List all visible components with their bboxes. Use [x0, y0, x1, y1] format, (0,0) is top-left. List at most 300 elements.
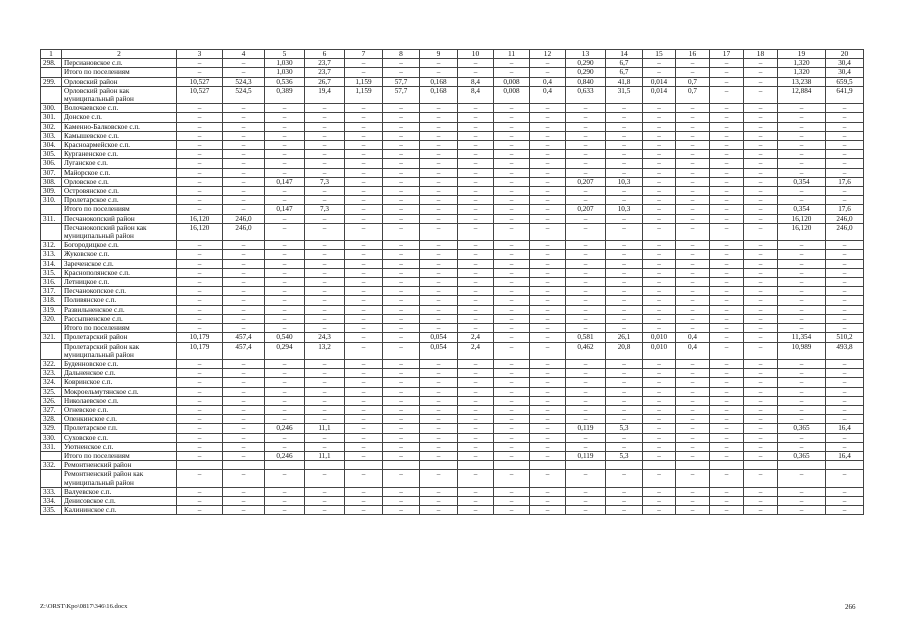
table-cell: 510,2	[826, 333, 864, 342]
table-cell: –	[383, 342, 420, 359]
table-cell: –	[345, 387, 383, 396]
table-cell: –	[223, 150, 265, 159]
table-cell: –	[420, 387, 458, 396]
table-cell: –	[383, 314, 420, 323]
table-cell: –	[744, 378, 778, 387]
table-cell: –	[710, 122, 744, 131]
table-cell: –	[826, 259, 864, 268]
table-cell: –	[643, 104, 676, 113]
table-row	[41, 433, 864, 442]
table-cell: –	[420, 369, 458, 378]
row-name: Камышевское с.п.	[62, 131, 177, 140]
table-cell: –	[778, 433, 826, 442]
table-cell: –	[265, 433, 305, 442]
table-cell: –	[566, 470, 606, 487]
table-cell: –	[420, 122, 458, 131]
table-cell: –	[744, 150, 778, 159]
row-name: Развильненское с.п.	[62, 305, 177, 314]
table-cell: –	[345, 296, 383, 305]
table-cell: 11,354	[778, 333, 826, 342]
table-cell: –	[305, 214, 345, 223]
table-cell: 0,4	[676, 333, 710, 342]
table-cell: –	[345, 378, 383, 387]
table-cell: –	[420, 259, 458, 268]
table-cell: –	[530, 369, 566, 378]
table-cell: –	[826, 287, 864, 296]
table-cell: –	[177, 470, 223, 487]
row-name: Поливянское с.п.	[62, 296, 177, 305]
table-cell: –	[383, 150, 420, 159]
table-cell: –	[710, 131, 744, 140]
table-cell: –	[744, 77, 778, 86]
table-cell: –	[420, 59, 458, 68]
table-cell: 0,147	[265, 205, 305, 214]
table-cell: –	[177, 59, 223, 68]
table-cell: –	[566, 168, 606, 177]
column-header: 9	[420, 50, 458, 59]
table-cell: –	[606, 433, 643, 442]
table-cell: –	[383, 496, 420, 505]
table-cell: –	[383, 305, 420, 314]
table-cell: –	[177, 378, 223, 387]
table-cell: 0,054	[420, 333, 458, 342]
table-cell: –	[710, 59, 744, 68]
table-cell: –	[606, 378, 643, 387]
table-cell: –	[710, 150, 744, 159]
table-cell: –	[643, 205, 676, 214]
table-cell: –	[345, 442, 383, 451]
table-row	[41, 250, 864, 259]
table-cell: –	[223, 259, 265, 268]
table-cell: –	[420, 68, 458, 77]
row-name: Летницкое с.п.	[62, 278, 177, 287]
table-row	[41, 324, 864, 333]
table-cell: 2,4	[458, 333, 494, 342]
table-cell: 7,3	[305, 177, 345, 186]
table-cell: –	[177, 268, 223, 277]
table-cell: –	[530, 287, 566, 296]
row-number: 324.	[41, 378, 62, 387]
row-name: Ремонтненский район	[62, 461, 177, 470]
table-cell: –	[420, 177, 458, 186]
row-number: 302.	[41, 122, 62, 131]
table-cell: 457,4	[223, 333, 265, 342]
table-cell: 26,7	[305, 77, 345, 86]
table-cell: –	[778, 287, 826, 296]
column-header: 12	[530, 50, 566, 59]
table-cell: –	[383, 433, 420, 442]
table-cell: –	[826, 305, 864, 314]
table-cell: –	[305, 250, 345, 259]
table-cell: –	[778, 470, 826, 487]
column-header: 8	[383, 50, 420, 59]
table-cell: 0,119	[566, 451, 606, 460]
table-cell: –	[606, 296, 643, 305]
row-name: Ремонтненский район как муниципальный район	[62, 470, 177, 487]
table-cell: –	[223, 378, 265, 387]
table-cell: –	[494, 278, 530, 287]
table-cell: –	[223, 305, 265, 314]
table-cell: –	[643, 168, 676, 177]
table-cell: –	[177, 287, 223, 296]
table-cell: 246,0	[223, 223, 265, 240]
table-cell: –	[566, 131, 606, 140]
table-cell: –	[383, 122, 420, 131]
table-cell: –	[643, 259, 676, 268]
table-cell: –	[710, 223, 744, 240]
table-cell: –	[676, 287, 710, 296]
table-cell: –	[305, 113, 345, 122]
table-cell: –	[345, 333, 383, 342]
table-cell: –	[710, 278, 744, 287]
table-cell: –	[710, 214, 744, 223]
table-cell: –	[778, 250, 826, 259]
table-cell: 524,3	[223, 77, 265, 86]
table-cell: –	[305, 506, 345, 515]
table-cell: –	[606, 287, 643, 296]
table-cell: –	[305, 122, 345, 131]
table-cell: –	[744, 278, 778, 287]
table-cell: –	[643, 113, 676, 122]
table-cell: –	[710, 387, 744, 396]
table-cell: –	[383, 506, 420, 515]
table-cell: –	[643, 177, 676, 186]
table-cell: –	[345, 342, 383, 359]
table-cell: –	[744, 205, 778, 214]
table-cell: 7,3	[305, 205, 345, 214]
table-cell: –	[383, 141, 420, 150]
table-row	[41, 396, 864, 405]
table-cell: 17,6	[826, 205, 864, 214]
table-cell: –	[778, 396, 826, 405]
table-cell: –	[744, 168, 778, 177]
table-cell: –	[223, 396, 265, 405]
table-cell: –	[643, 141, 676, 150]
row-name: Песчанокопское с.п.	[62, 287, 177, 296]
table-cell: –	[420, 141, 458, 150]
table-cell: 57,7	[383, 86, 420, 103]
table-cell: –	[420, 487, 458, 496]
row-number: 332.	[41, 461, 62, 470]
table-cell: –	[826, 470, 864, 487]
table-cell: –	[305, 159, 345, 168]
table-cell: –	[744, 324, 778, 333]
table-cell: –	[223, 159, 265, 168]
table-cell: –	[530, 387, 566, 396]
table-cell: –	[566, 141, 606, 150]
table-cell: –	[676, 59, 710, 68]
table-cell: –	[676, 433, 710, 442]
row-name: Денисовское с.п.	[62, 496, 177, 505]
table-cell: –	[383, 187, 420, 196]
table-cell: 17,6	[826, 177, 864, 186]
table-cell: –	[458, 141, 494, 150]
table-cell: –	[305, 496, 345, 505]
table-cell: –	[566, 296, 606, 305]
table-cell: –	[458, 278, 494, 287]
table-row	[41, 241, 864, 250]
table-cell: 246,0	[826, 214, 864, 223]
table-cell	[566, 461, 606, 470]
table-cell: –	[265, 241, 305, 250]
table-cell: 0,840	[566, 77, 606, 86]
table-cell: –	[710, 259, 744, 268]
table-row	[41, 259, 864, 268]
row-name: Калининское с.п.	[62, 506, 177, 515]
table-cell: –	[744, 104, 778, 113]
table-cell: –	[345, 359, 383, 368]
table-cell: 19,4	[305, 86, 345, 103]
table-cell: 31,5	[606, 86, 643, 103]
table-cell: 0,054	[420, 342, 458, 359]
table-cell: –	[494, 196, 530, 205]
table-cell: –	[305, 470, 345, 487]
table-cell: –	[530, 214, 566, 223]
table-cell: –	[494, 59, 530, 68]
table-cell: –	[177, 424, 223, 433]
table-cell: –	[345, 150, 383, 159]
table-cell: 457,4	[223, 342, 265, 359]
table-cell: –	[420, 415, 458, 424]
table-cell: –	[606, 324, 643, 333]
table-cell: –	[265, 296, 305, 305]
table-cell: –	[458, 442, 494, 451]
row-number: 320.	[41, 314, 62, 323]
table-cell: –	[530, 241, 566, 250]
table-cell: –	[643, 122, 676, 131]
table-cell: –	[710, 168, 744, 177]
table-cell	[177, 461, 223, 470]
row-name: Опенкинское с.п.	[62, 415, 177, 424]
table-row	[41, 59, 864, 68]
table-cell	[223, 461, 265, 470]
table-cell: –	[345, 506, 383, 515]
table-cell: –	[265, 196, 305, 205]
table-cell: –	[265, 159, 305, 168]
table-cell: –	[420, 359, 458, 368]
table-row	[41, 287, 864, 296]
table-cell: –	[566, 324, 606, 333]
table-cell: –	[778, 113, 826, 122]
table-cell: –	[744, 433, 778, 442]
table-cell: –	[566, 506, 606, 515]
table-cell: –	[177, 405, 223, 414]
table-cell: –	[710, 496, 744, 505]
table-cell: –	[643, 496, 676, 505]
table-cell: –	[420, 378, 458, 387]
table-cell: –	[643, 187, 676, 196]
table-cell: –	[744, 296, 778, 305]
table-cell: –	[530, 122, 566, 131]
table-cell: –	[458, 433, 494, 442]
table-cell: –	[778, 387, 826, 396]
table-cell: –	[744, 268, 778, 277]
table-cell: –	[177, 196, 223, 205]
table-cell: –	[606, 241, 643, 250]
table-cell: –	[710, 205, 744, 214]
table-cell: –	[606, 506, 643, 515]
row-name: Краснополянское с.п.	[62, 268, 177, 277]
table-cell: –	[223, 506, 265, 515]
table-cell: –	[710, 487, 744, 496]
table-cell: 659,5	[826, 77, 864, 86]
table-cell: 26,1	[606, 333, 643, 342]
table-cell: –	[494, 333, 530, 342]
table-cell: –	[710, 141, 744, 150]
table-cell	[494, 461, 530, 470]
table-cell: –	[177, 131, 223, 140]
table-cell: –	[494, 470, 530, 487]
table-cell: –	[305, 324, 345, 333]
table-cell: –	[223, 314, 265, 323]
table-cell: –	[177, 68, 223, 77]
table-cell: –	[744, 451, 778, 460]
page-number: 266	[845, 603, 856, 611]
column-header: 18	[744, 50, 778, 59]
table-cell: –	[744, 387, 778, 396]
table-cell: –	[420, 396, 458, 405]
table-cell: –	[643, 241, 676, 250]
table-cell: 0,207	[566, 177, 606, 186]
row-name: Итого по поселениям	[62, 324, 177, 333]
row-name: Дальненское с.п.	[62, 369, 177, 378]
table-cell: 57,7	[383, 77, 420, 86]
file-path: Z:\ORST\Kpo\0817\346\16.docx	[40, 603, 128, 610]
table-cell: –	[778, 415, 826, 424]
table-cell: –	[458, 159, 494, 168]
table-cell: –	[530, 278, 566, 287]
table-cell: –	[265, 150, 305, 159]
header-row	[41, 50, 864, 59]
table-row	[41, 205, 864, 214]
table-cell: –	[265, 268, 305, 277]
row-number: 298.	[41, 59, 62, 68]
table-cell: –	[606, 359, 643, 368]
table-cell: –	[643, 442, 676, 451]
table-cell: –	[566, 396, 606, 405]
table-cell: –	[223, 496, 265, 505]
table-cell: –	[223, 287, 265, 296]
table-cell: –	[458, 150, 494, 159]
table-cell: –	[458, 59, 494, 68]
table-cell: –	[676, 68, 710, 77]
row-name: Жуковское с.п.	[62, 250, 177, 259]
table-cell: –	[494, 104, 530, 113]
table-cell: –	[676, 314, 710, 323]
table-row	[41, 470, 864, 487]
table-cell: –	[826, 405, 864, 414]
table-cell: –	[566, 415, 606, 424]
table-cell: –	[177, 487, 223, 496]
table-cell: –	[530, 141, 566, 150]
table-cell: –	[606, 168, 643, 177]
table-cell: –	[494, 396, 530, 405]
table-row	[41, 113, 864, 122]
table-cell: –	[744, 241, 778, 250]
table-cell: –	[710, 187, 744, 196]
table-cell: –	[265, 378, 305, 387]
table-cell: –	[420, 424, 458, 433]
table-cell: –	[826, 314, 864, 323]
table-cell: –	[744, 405, 778, 414]
table-cell: –	[265, 442, 305, 451]
table-cell: 1,030	[265, 68, 305, 77]
table-cell: –	[710, 333, 744, 342]
table-cell: –	[676, 122, 710, 131]
row-number: 333.	[41, 487, 62, 496]
table-cell: –	[420, 305, 458, 314]
table-cell: –	[345, 287, 383, 296]
table-cell: –	[345, 487, 383, 496]
table-cell: –	[710, 241, 744, 250]
table-cell: –	[676, 451, 710, 460]
row-name: Островянское с.п.	[62, 187, 177, 196]
table-cell: –	[826, 196, 864, 205]
table-cell: –	[383, 241, 420, 250]
row-number: 334.	[41, 496, 62, 505]
table-row	[41, 214, 864, 223]
table-cell: –	[223, 369, 265, 378]
table-cell: –	[305, 131, 345, 140]
table-cell: –	[305, 314, 345, 323]
table-cell: –	[177, 433, 223, 442]
table-cell: –	[494, 141, 530, 150]
table-cell: 0,4	[530, 77, 566, 86]
table-cell: 10,527	[177, 86, 223, 103]
table-cell: –	[177, 506, 223, 515]
table-cell: –	[458, 415, 494, 424]
table-cell: –	[778, 405, 826, 414]
table-cell: –	[530, 296, 566, 305]
table-cell: –	[744, 305, 778, 314]
table-cell: 0,008	[494, 86, 530, 103]
table-cell: –	[826, 122, 864, 131]
table-cell: –	[744, 122, 778, 131]
row-number: 321.	[41, 333, 62, 342]
table-cell: –	[345, 424, 383, 433]
table-cell: –	[383, 159, 420, 168]
table-cell	[265, 461, 305, 470]
table-cell: –	[265, 122, 305, 131]
table-cell: –	[606, 141, 643, 150]
table-cell: –	[566, 187, 606, 196]
row-number	[41, 451, 62, 460]
table-cell: –	[223, 278, 265, 287]
table-cell: 16,4	[826, 424, 864, 433]
table-cell: –	[676, 187, 710, 196]
table-cell: –	[676, 223, 710, 240]
table-cell: –	[778, 241, 826, 250]
table-cell: 0,4	[676, 342, 710, 359]
table-cell: –	[223, 387, 265, 396]
table-cell: –	[530, 268, 566, 277]
table-cell: 1,159	[345, 86, 383, 103]
table-cell: –	[826, 187, 864, 196]
table-row	[41, 278, 864, 287]
row-number: 300.	[41, 104, 62, 113]
table-cell: –	[710, 86, 744, 103]
table-cell: –	[345, 451, 383, 460]
table-cell: –	[744, 342, 778, 359]
table-cell	[345, 461, 383, 470]
table-cell: –	[494, 268, 530, 277]
table-cell: –	[643, 159, 676, 168]
table-cell: –	[744, 177, 778, 186]
table-cell: –	[305, 387, 345, 396]
table-cell: –	[494, 214, 530, 223]
table-cell: –	[643, 314, 676, 323]
table-cell: –	[826, 396, 864, 405]
